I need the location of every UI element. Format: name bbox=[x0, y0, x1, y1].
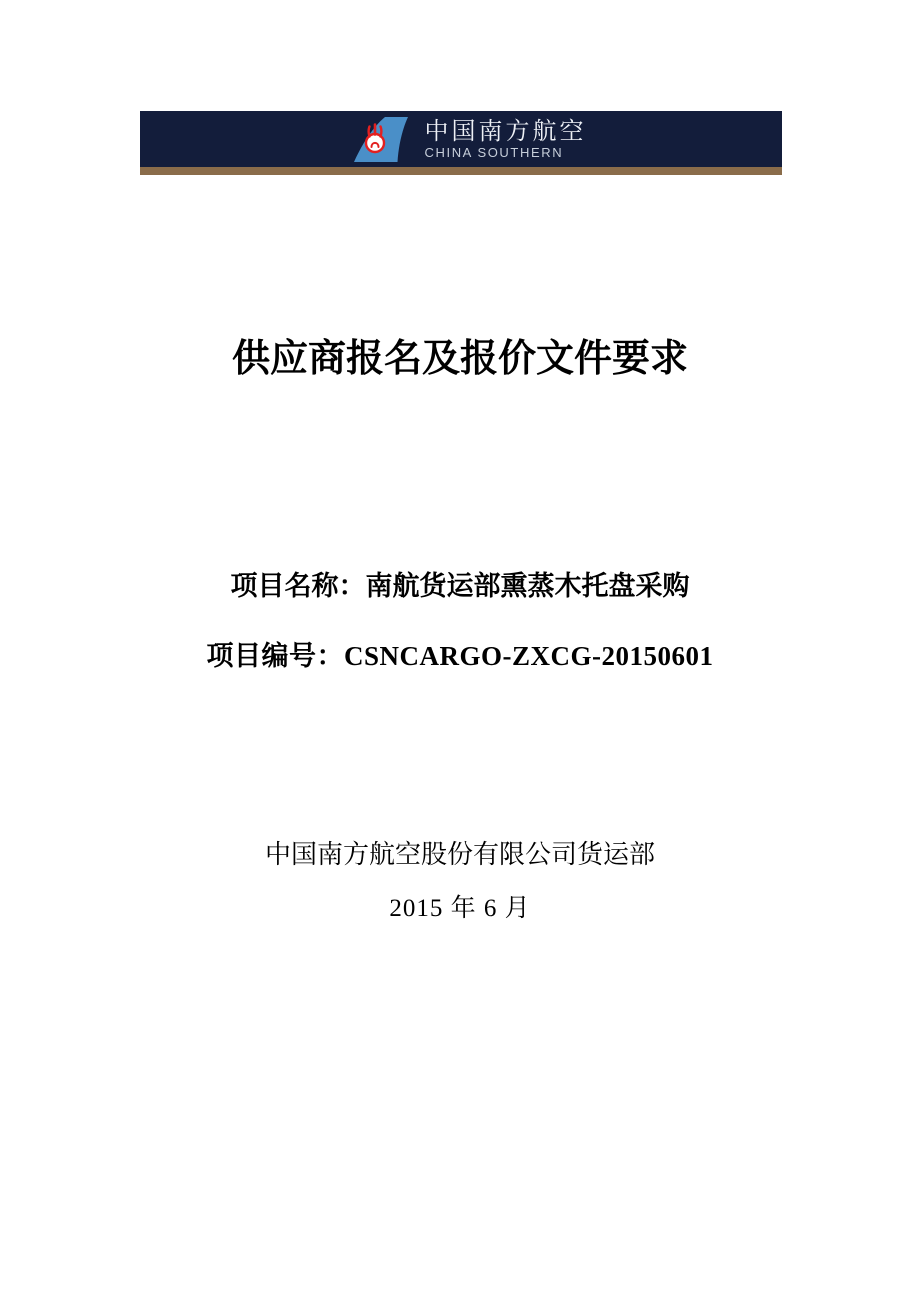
project-code-line: 项目编号：CSNCARGO-ZXCG-20150601 bbox=[206, 641, 714, 671]
logo-wordmark bbox=[425, 119, 587, 160]
airline-tail-icon bbox=[352, 115, 410, 163]
gold-divider bbox=[140, 167, 782, 175]
document-title: 供应商报名及报价文件要求 bbox=[231, 338, 688, 380]
date-line: 2015 年 6 月 bbox=[389, 895, 531, 922]
kapok-flower-icon bbox=[366, 125, 384, 153]
project-name-line: 项目名称：南航货运部熏蒸木托盘采购 bbox=[230, 571, 690, 601]
logo-cn-text: 中国南方航空 bbox=[424, 117, 587, 145]
china-southern-logo bbox=[352, 115, 587, 163]
header-banner bbox=[140, 111, 782, 167]
logo-en-text: CHINA SOUTHERN bbox=[424, 144, 564, 160]
organization-line: 中国南方航空股份有限公司货运部 bbox=[264, 840, 655, 869]
